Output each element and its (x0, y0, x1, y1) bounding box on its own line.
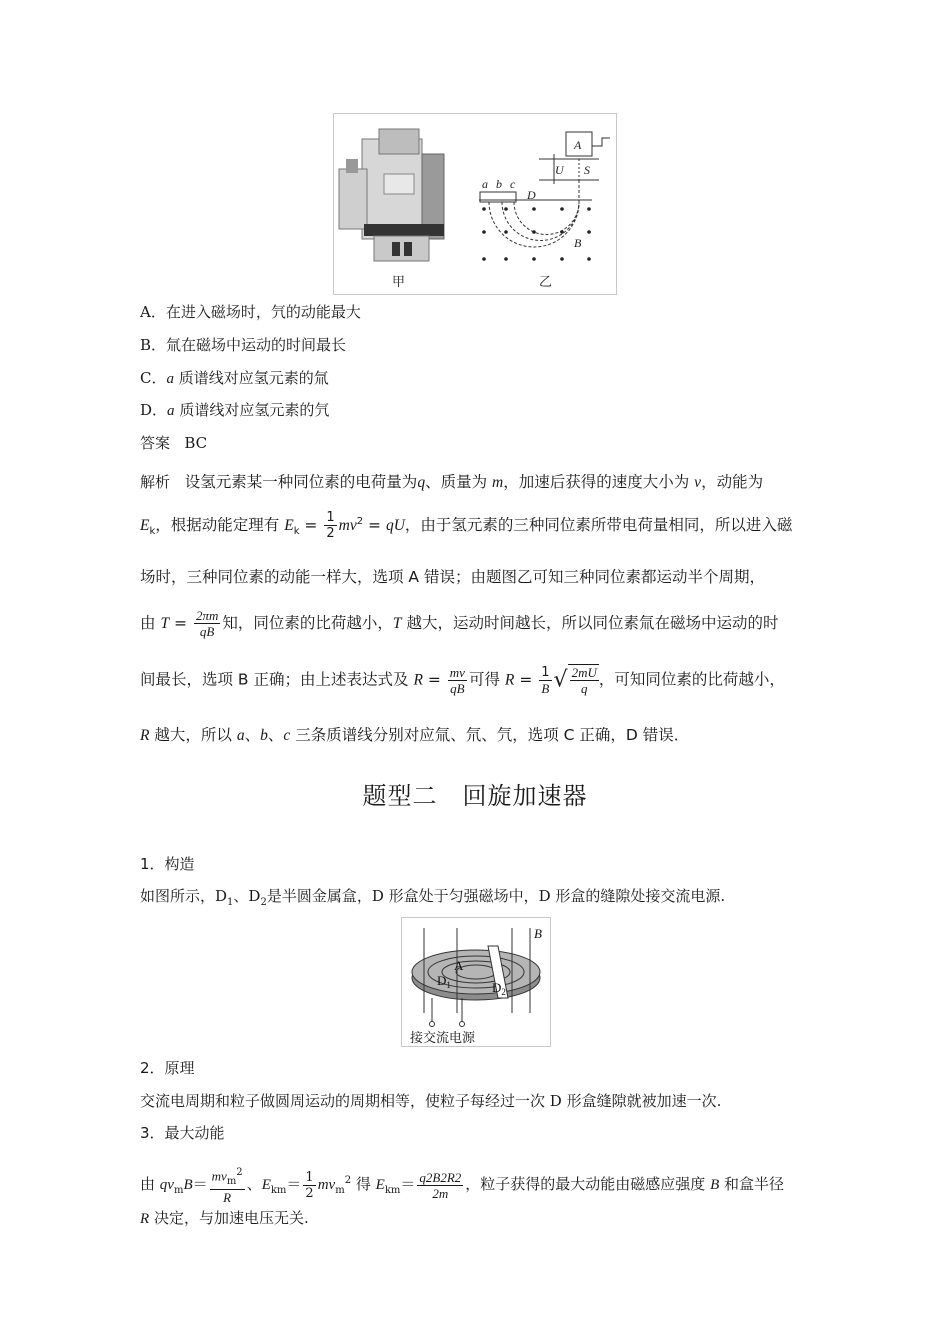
svg-text:U: U (555, 163, 564, 177)
sqrt-icon: √ (553, 667, 568, 693)
figure-label-yi: 乙 (539, 275, 553, 290)
cyclotron-figure (401, 917, 551, 1047)
svg-text:D1: $D_1$ (437, 973, 451, 990)
machine-photo (339, 129, 444, 261)
s3-formula-line: 由 $qv_mB=$ $\frac{mv_m^2}{R}$ 、$E_{km}=$ $\frac{1}{2}$ $mv_m^2$ 得 $E_{km}=$ $\frac{q2B2R2}{2m}$ ，粒子获得的最大动能由磁感应强度 B 和盒半径 (140, 1167, 785, 1205)
analysis-line-5: 间最长，选项 B 正确；由上述表达式及 R = $\frac{mv}{qB}$ 可得 R = $\frac{1}{B}$ √ $\frac{2mU}{q}$ ，可知同位素的比荷越小， (140, 664, 785, 696)
mass-spectrometer-diagram (479, 132, 610, 261)
svg-text:A: A (574, 138, 582, 152)
analysis-line-2: $E_k$，根据动能定理有 $E_k$ = $\frac{1}{2}$ $mv^2$ = qU，由于氢元素的三种同位素所带电荷量相同，所以进入磁 (140, 510, 793, 541)
cyclotron-caption: 接交流电源 (410, 1031, 476, 1046)
mass-spectrometer-figure (333, 113, 617, 295)
svg-text:B: B (534, 926, 542, 941)
svg-text:D: D (527, 188, 536, 202)
svg-text:S: S (584, 163, 590, 177)
fraction-one-half: $\frac{1}{2}$ (326, 510, 335, 541)
cyclotron-illustration (402, 918, 550, 1046)
s1-text: 如图所示，$D_1$、$D_2$是半圆金属盒，D 形盒处于匀强磁场中，D 形盒的缝隙处接交流电源. (140, 887, 726, 908)
mass-spectrometer-illustration (334, 114, 616, 294)
fraction-2pim-qb: $\frac{2\pi m}{qB}$ (195, 608, 219, 639)
svg-text:b: b (496, 177, 502, 191)
svg-text:a: a (482, 177, 488, 191)
s1-heading: 1．构造 (140, 855, 195, 873)
figure-label-jia: 甲 (392, 275, 406, 290)
s2-heading: 2．原理 (140, 1059, 195, 1077)
analysis-line-3: 场时，三种同位素的动能一样大，选项 A 错误；由题图乙可知三种同位素都运动半个周期， (140, 568, 765, 586)
analysis-line-4: 由 T = $\frac{2\pi m}{qB}$ 知，同位素的比荷越小，T 越大，运动时间越长，所以同位素氚在磁场中运动的时 (140, 608, 779, 639)
fraction-mv2-r: $\frac{mv_m^2}{R}$ (211, 1167, 243, 1205)
fraction-q2b2r2-2m: $\frac{q2B2R2}{2m}$ (419, 1169, 462, 1201)
s2-text: 交流电周期和粒子做圆周运动的周期相等，使粒子每经过一次 D 形盒缝隙就被加速一次. (140, 1092, 722, 1110)
answer: 答案 BC (140, 434, 208, 452)
option-a: A．在进入磁场时，氕的动能最大 (140, 303, 361, 321)
fraction-one-half-2: $\frac{1}{2}$ (305, 1169, 314, 1201)
sqrt-radicand: $\frac{2mU}{q}$ (568, 664, 599, 696)
svg-text:B: B (574, 236, 582, 250)
analysis-line-1: 解析 设氢元素某一种同位素的电荷量为q、质量为 m，加速后获得的速度大小为 v，动能为 (140, 473, 764, 491)
fraction-mv-qb: $\frac{mv}{qB}$ (449, 664, 465, 696)
option-d: D．a 质谱线对应氢元素的氕 (140, 401, 330, 419)
svg-text:c: c (510, 177, 516, 191)
analysis-line-6: R 越大，所以 a、b、c 三条质谱线分别对应氚、氘、氕，选项 C 正确，D 错误． (140, 726, 690, 744)
option-b: B．氚在磁场中运动的时间最长 (140, 336, 347, 354)
s3-heading: 3．最大动能 (140, 1124, 225, 1142)
section-title: 题型二 回旋加速器 (362, 782, 588, 810)
svg-text:D2: $D_2$ (492, 980, 506, 997)
fraction-1-b: $\frac{1}{B}$ (541, 664, 550, 696)
s3-text-end: R 决定，与加速电压无关. (140, 1209, 309, 1227)
svg-text:A: A (454, 958, 464, 973)
option-c: C．a 质谱线对应氢元素的氚 (140, 369, 329, 387)
